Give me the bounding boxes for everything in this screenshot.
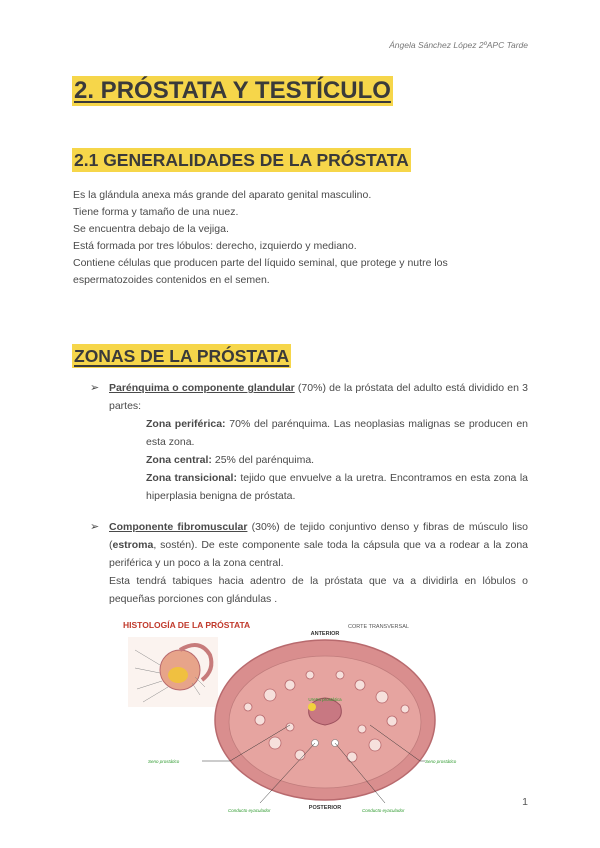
header-author-note: Ángela Sánchez López 2ºAPC Tarde: [389, 40, 528, 50]
bullet-bold-word: estroma: [112, 539, 154, 551]
paragraph-line: Está formada por tres lóbulos: derecho, izquierdo y mediano.: [73, 240, 357, 252]
prostate-histology-figure: [120, 615, 480, 820]
bullet-term: Componente fibromuscular: [109, 521, 248, 533]
bullet-text: (30%) de tejido conjuntivo denso y fibras de músculo liso (: [109, 521, 528, 551]
paragraph-line: Contiene células que producen parte del líquido seminal, que protege y nutre los: [73, 257, 448, 269]
zone-name: Zona central:: [146, 454, 212, 466]
label-urethra: Uretra prostática: [308, 697, 342, 702]
label-duct-right: Conducto eyaculador: [362, 808, 405, 813]
arrow-bullet-icon: ➢: [90, 521, 100, 533]
inset-illustration: [128, 637, 218, 707]
figure-subtitle: CORTE TRANSVERSAL: [348, 624, 409, 630]
bullet-extra-text: Esta tendrá tabiques hacia adentro de la próstata que va a dividirla en lóbulos o pequeñas porciones con glándulas .: [109, 575, 528, 605]
zone-name: Zona periférica:: [146, 418, 226, 430]
arrow-bullet-icon: ➢: [90, 382, 100, 394]
zone-text: 25% del parénquima.: [211, 454, 315, 466]
zone-name: Zona transicional:: [146, 472, 237, 484]
bullet-term: Parénquima o componente glandular: [109, 382, 295, 394]
section-heading-generalidades: 2.1 GENERALIDADES DE LA PRÓSTATA: [74, 150, 409, 170]
zone-item-transicional: [146, 469, 528, 505]
zone-text: 70% del parénquima. Las neoplasias malignas se producen en esta zona.: [146, 418, 528, 448]
paragraph-line: espermatozoides contenidos en el semen.: [73, 274, 270, 286]
zone-text: tejido que envuelve a la uretra. Encontramos en esta zona la hiperplasia benigna de próstata.: [146, 472, 528, 502]
zone-item-periferica: [146, 415, 528, 451]
label-posterior: POSTERIOR: [308, 805, 342, 811]
bullet-text: (70%) de la próstata del adulto está dividido en 3 partes:: [109, 382, 528, 412]
label-sinus-left: Seno prostático: [148, 759, 180, 764]
figure-title: HISTOLOGÍA DE LA PRÓSTATA: [123, 620, 251, 630]
label-anterior: ANTERIOR: [310, 631, 340, 637]
bullet-parenquima: [90, 379, 528, 415]
section-heading-zonas: ZONAS DE LA PRÓSTATA: [74, 346, 290, 366]
cross-section: [215, 640, 435, 800]
label-sinus-right: Seno prostático: [425, 759, 457, 764]
page-title: 2. PRÓSTATA Y TESTÍCULO: [74, 77, 391, 104]
page-number: 1: [522, 796, 528, 808]
bullet-fibromuscular: [90, 518, 528, 608]
paragraph-line: Tiene forma y tamaño de una nuez.: [73, 206, 239, 218]
bullet-text: , sostén). De este componente sale toda la cápsula que va a rodear a la zona periférica y un poco a la zona central.: [109, 539, 528, 569]
label-duct-left: Conducto eyaculador: [228, 808, 271, 813]
paragraph-line: Es la glándula anexa más grande del aparato genital masculino.: [73, 189, 372, 201]
zone-item-central: [146, 451, 528, 469]
paragraph-line: Se encuentra debajo de la vejiga.: [73, 223, 229, 235]
